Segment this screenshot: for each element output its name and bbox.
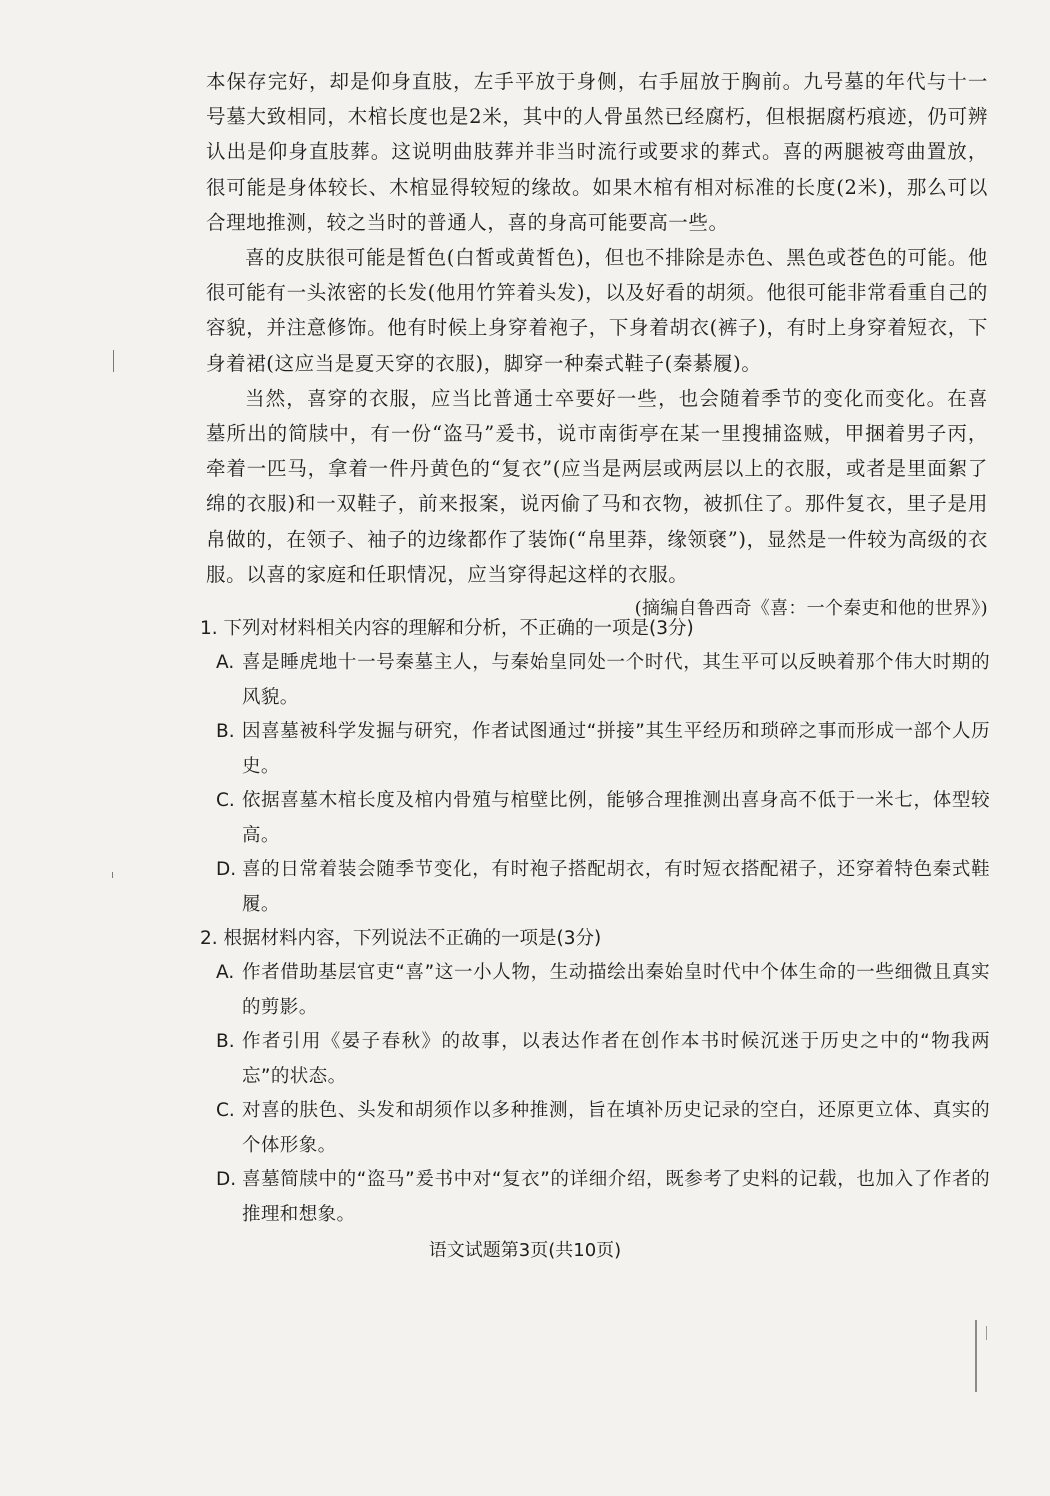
passage-paragraph-2: 喜的皮肤很可能是皙色(白皙或黄皙色)，但也不排除是赤色、黑色或苍色的可能。他很可能有一头浓密的长发(他用竹笄着头发)，以及好看的胡须。他很可能非常看重自己的容貌，并注意修饰。他有时候上身穿着袍子，下身着胡衣(裤子)，有时上身穿着短衣，下身着裙(这应当是夏天穿的衣服)，脚穿一种秦式鞋子(秦綦履)。 (206, 246, 988, 375)
option-text: 因喜墓被科学发掘与研究，作者试图通过“拼接”其生平经历和琐碎之事而形成一部个人历史。 (242, 721, 990, 777)
scan-artifact-line (975, 1320, 977, 1392)
option-letter: C. (216, 1100, 235, 1121)
reading-passage (206, 64, 988, 624)
option-a (216, 646, 990, 715)
option-d (216, 853, 990, 922)
option-letter: A. (216, 652, 235, 673)
passage-paragraph-1: 本保存完好，却是仰身直肢，左手平放于身侧，右手屈放于胸前。九号墓的年代与十一号墓大致相同，木棺长度也是2米，其中的人骨虽然已经腐朽，但根据腐朽痕迹，仍可辨认出是仰身直肢葬。这说明曲肢葬并非当时流行或要求的葬式。喜的两腿被弯曲置放，很可能是身体较长、木棺显得较短的缘故。如果木棺有相对标准的长度(2米)，那么可以合理地推测，较之当时的普通人，喜的身高可能要高一些。 (206, 70, 988, 234)
scan-artifact-line (986, 1326, 987, 1340)
option-c (216, 1094, 990, 1163)
question-stem: 1. 下列对材料相关内容的理解和分析，不正确的一项是(3分) (200, 618, 694, 639)
option-a (216, 956, 990, 1025)
option-text: 喜是睡虎地十一号秦墓主人，与秦始皇同处一个时代，其生平可以反映着那个伟大时期的风貌。 (242, 652, 990, 708)
scan-artifact-line (112, 872, 113, 878)
option-text: 作者引用《晏子春秋》的故事，以表达作者在创作本书时候沉迷于历史之中的“物我两忘”的状态。 (242, 1031, 990, 1087)
option-letter: A. (216, 962, 235, 983)
scan-artifact-line (113, 350, 114, 372)
option-letter: D. (216, 1169, 237, 1190)
question-1 (200, 612, 990, 922)
question-list (200, 612, 990, 1232)
passage-paragraph-3: 当然，喜穿的衣服，应当比普通士卒要好一些，也会随着季节的变化而变化。在喜墓所出的简牍中，有一份“盗马”爰书，说市南街亭在某一里搜捕盗贼，甲捆着男子丙，牵着一匹马，拿着一件丹黄色的“复衣”(应当是两层或两层以上的衣服，或者是里面絮了绵的衣服)和一双鞋子，前来报案，说丙偷了马和衣物，被抓住了。那件复衣，里子是用帛做的，在领子、袖子的边缘都作了装饰(“帛里莽，缘领褎”)，显然是一件较为高级的衣服。以喜的家庭和任职情况，应当穿得起这样的衣服。 (206, 386, 988, 586)
option-letter: C. (216, 790, 235, 811)
option-c (216, 784, 990, 853)
option-b (216, 715, 990, 784)
option-letter: B. (216, 721, 235, 742)
option-text: 依据喜墓木棺长度及棺内骨殖与棺壁比例，能够合理推测出喜身高不低于一米七，体型较高。 (242, 790, 990, 846)
option-text: 喜的日常着装会随季节变化，有时袍子搭配胡衣，有时短衣搭配裙子，还穿着特色秦式鞋履。 (242, 859, 990, 915)
option-letter: B. (216, 1031, 235, 1052)
question-stem: 2. 根据材料内容，下列说法不正确的一项是(3分) (200, 928, 602, 949)
option-d (216, 1163, 990, 1232)
page-footer: 语文试题第3页(共10页) (428, 1240, 622, 1261)
option-letter: D. (216, 859, 237, 880)
option-text: 喜墓简牍中的“盗马”爰书中对“复衣”的详细介绍，既参考了史料的记载，也加入了作者的推理和想象。 (242, 1169, 990, 1225)
passage-source: (摘编自鲁西奇《喜：一个秦吏和他的世界》) (634, 598, 988, 620)
option-text: 作者借助基层官吏“喜”这一小人物，生动描绘出秦始皇时代中个体生命的一些细微且真实的剪影。 (242, 962, 990, 1018)
option-text: 对喜的肤色、头发和胡须作以多种推测，旨在填补历史记录的空白，还原更立体、真实的个体形象。 (242, 1100, 990, 1156)
question-2 (200, 922, 990, 1232)
option-b (216, 1025, 990, 1094)
